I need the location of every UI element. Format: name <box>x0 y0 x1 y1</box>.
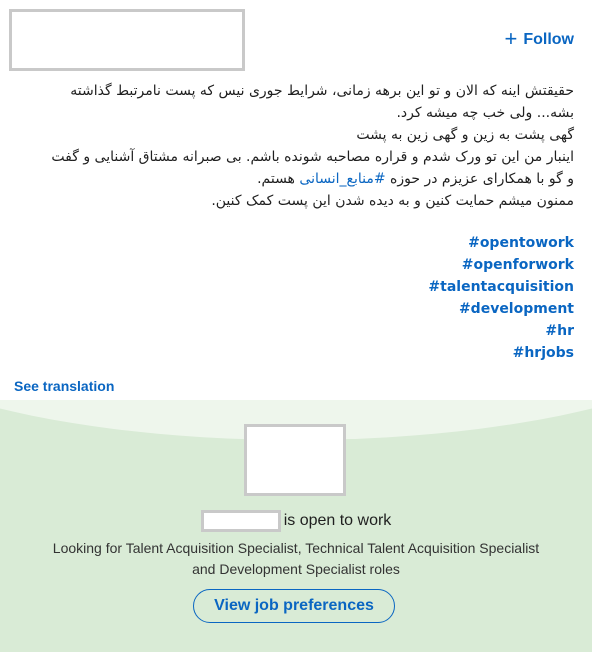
post-body-text: و گو با همکارای عزیزم در حوزه <box>385 171 574 187</box>
redacted-name <box>201 510 281 532</box>
description-line: Looking for Talent Acquisition Specialist, Technical Talent Acquisition Specialist <box>52 540 540 556</box>
plus-icon: + <box>504 26 518 51</box>
see-translation-link[interactable]: See translation <box>14 378 115 394</box>
post-body-line: گهی پشت به زین و گهی زین به پشت <box>356 127 574 143</box>
follow-label: Follow <box>523 31 574 48</box>
post-body-line: اینبار من این تو ورک شدم و قراره مصاحبه شونده باشم. بی صبرانه مشتاق آشنایی و گفت <box>51 149 574 165</box>
hashtag-development[interactable]: development# <box>458 301 574 317</box>
follow-button[interactable] <box>504 28 574 52</box>
open-to-work-text: is open to work <box>283 512 392 530</box>
open-to-work-title <box>0 510 592 532</box>
redacted-profile-photo <box>244 424 346 496</box>
hashtag-link[interactable]: #منابع_انسانی <box>299 171 386 187</box>
hashtag-list <box>428 232 574 364</box>
post-body-line <box>34 168 574 190</box>
hashtag-openforwork[interactable]: openforwork# <box>461 257 574 273</box>
post-body-line: حقیقتش اینه که الان و تو این برهه زمانی، شرایط جوری نیس که پست نامرتبط گذاشته <box>70 83 574 99</box>
post-body-text: هستم. <box>257 171 300 187</box>
post-body-line: بشه... ولی خب چه میشه کرد. <box>396 105 574 121</box>
post-body-line: ممنون میشم حمایت کنین و به دیده شدن این پست کمک کنین. <box>211 193 574 209</box>
post-body <box>34 80 574 212</box>
open-to-work-description <box>20 538 572 580</box>
hashtag-hr[interactable]: hr# <box>545 323 574 339</box>
view-job-preferences-button[interactable]: View job preferences <box>193 589 395 623</box>
hashtag-hrjobs[interactable]: hrjobs# <box>512 345 574 361</box>
hashtag-opentowork[interactable]: opentowork# <box>468 235 574 251</box>
description-line: and Development Specialist roles <box>192 561 400 577</box>
hashtag-talentacquisition[interactable]: talentacquisition# <box>428 279 574 295</box>
redacted-author-header <box>9 9 245 71</box>
